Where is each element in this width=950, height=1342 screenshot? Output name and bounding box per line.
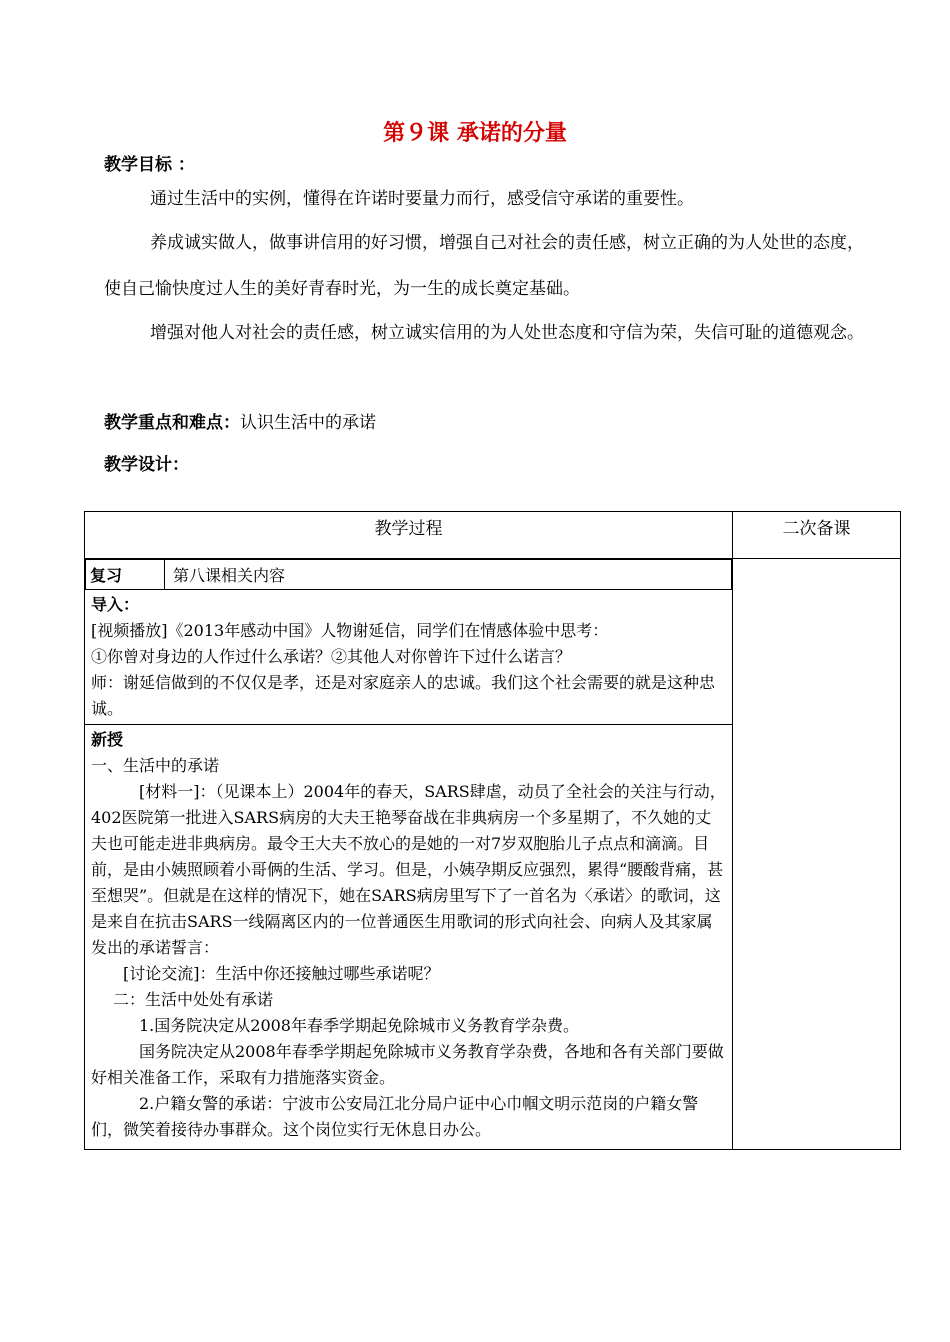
revision-cell <box>733 559 901 1150</box>
key-points-label: 教学重点和难点： <box>104 413 240 433</box>
revision-column-header: 二次备课 <box>733 512 901 559</box>
new-lesson-section <box>85 725 732 1149</box>
intro-line-3: 师：谢延信做到的不仅仅是孝，还是对家庭亲人的忠诚。我们这个社会需要的就是这种忠诚。 <box>91 673 716 718</box>
design-heading: 教学设计： <box>104 455 189 475</box>
intro-line-2: ①你曾对身边的人作过什么承诺？②其他人对你曾许下过什么诺言？ <box>91 647 572 666</box>
objective-paragraph-3: 增强对他人对社会的责任感，树立诚实信用的为人处世态度和守信为荣，失信可耻的道德观念。 <box>150 323 864 343</box>
key-points <box>104 408 376 433</box>
process-cell <box>85 559 733 1150</box>
intro-section <box>85 590 732 725</box>
lesson-plan-table <box>84 511 901 1150</box>
discussion-prompt: [讨论交流]：生活中你还接触过哪些承诺呢？ <box>123 964 440 983</box>
key-points-value: 认识生活中的承诺 <box>240 413 376 433</box>
material-one-text: [材料一]：（见课本上）2004年的春天，SARS肆虐，动员了全社会的关注与行动，402医院第一批进入SARS病房的大夫王艳琴奋战在非典病房一个多星期了，不久她的丈夫也可能走进非典病房。最令王大夫不放心的是她的一对7岁双胞胎儿子点点和滴滴。目前，是由小姨照顾着小哥俩的生活、学习。但是，小姨孕期反应强烈，累得“腰酸背痛，甚至想哭”。但就是在这样的情况下，她在SARS病房里写下了一首名为〈承诺〉的歌词，这是来自在抗击SARS一线隔离区内的一位普通医生用歌词的形式向社会、向病人及其家属发出的承诺誓言： <box>91 782 726 957</box>
item-2-text: 2.户籍女警的承诺：宁波市公安局江北分局户证中心巾帼文明示范岗的户籍女警们，微笑着接待办事群众。这个岗位实行无休息日办公。 <box>91 1094 699 1139</box>
objective-paragraph-1: 通过生活中的实例，懂得在许诺时要量力而行，感受信守承诺的重要性。 <box>150 189 694 209</box>
item-1-title: 1.国务院决定从2008年春季学期起免除城市义务教育学杂费。 <box>139 1016 579 1035</box>
review-row <box>85 559 732 590</box>
intro-line-1: [视频播放]《2013年感动中国》人物谢延信，同学们在情感体验中思考： <box>91 621 609 640</box>
review-label: 复习 <box>86 560 165 590</box>
new-lesson-label: 新授 <box>91 730 124 749</box>
process-column-header: 教学过程 <box>85 512 733 559</box>
section-2-heading: 二：生活中处处有承诺 <box>113 990 274 1009</box>
lesson-title: 第９课 承诺的分量 <box>383 121 567 146</box>
section-1-heading: 一、生活中的承诺 <box>91 756 220 775</box>
objectives-heading: 教学目标 ： <box>104 155 195 175</box>
objective-paragraph-2: 养成诚实做人，做事讲信用的好习惯，增强自己对社会的责任感，树立正确的为人处世的态度，使自己愉快度过人生的美好青春时光，为一生的成长奠定基础。 <box>104 233 864 299</box>
review-text: 第八课相关内容 <box>165 560 732 590</box>
intro-label: 导入： <box>91 595 140 614</box>
item-1-detail: 国务院决定从2008年春季学期起免除城市义务教育学杂费，各地和各有关部门要做好相关准备工作，采取有力措施落实资金。 <box>91 1042 724 1087</box>
